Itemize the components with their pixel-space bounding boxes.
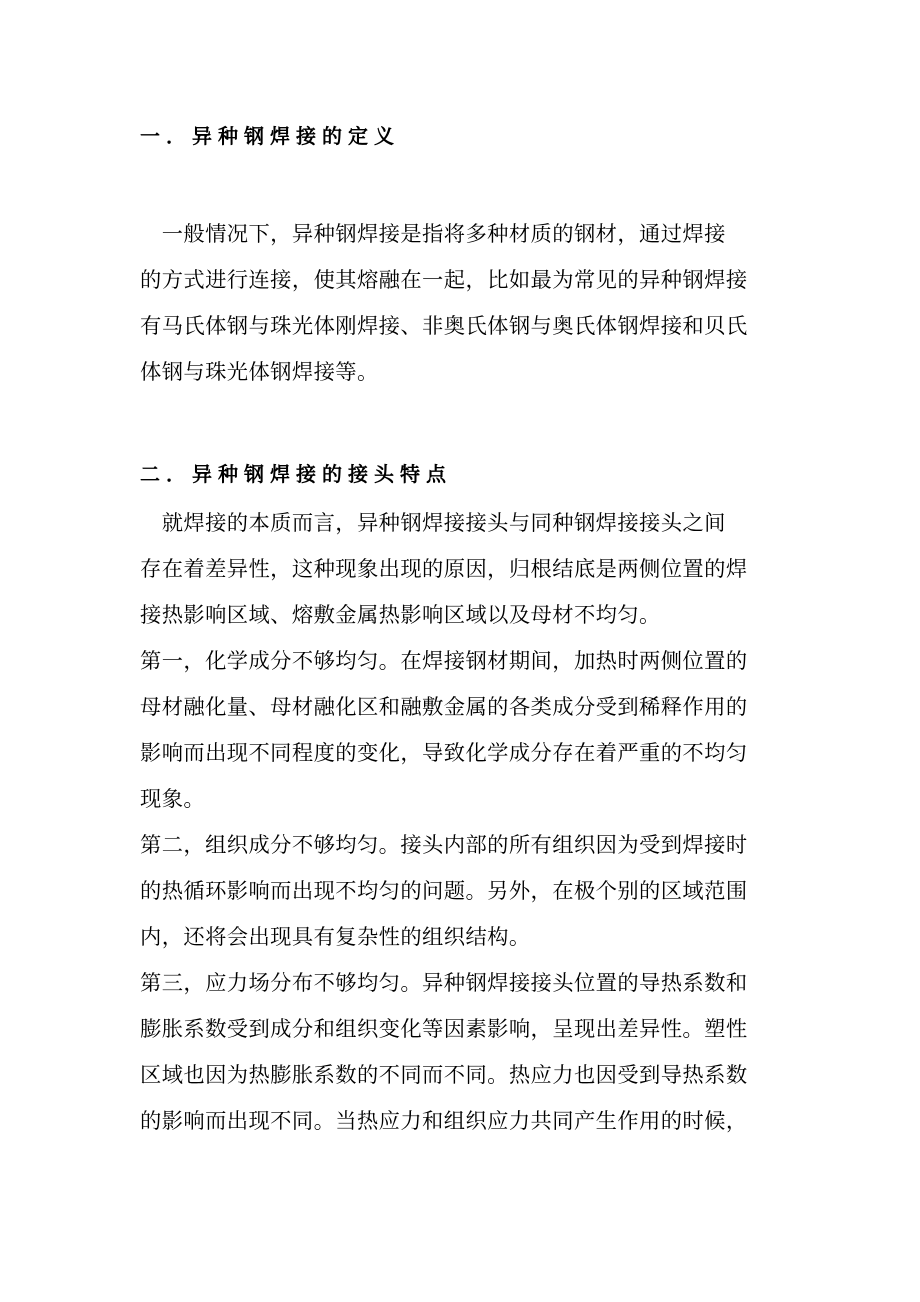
text-line: 的热循环影响而出现不均匀的问题。另外，在极个别的区域范围 xyxy=(140,879,748,904)
text-line: 第一，化学成分不够均匀。在焊接钢材期间，加热时两侧位置的 xyxy=(140,649,748,674)
section-2-intro-paragraph xyxy=(140,501,790,639)
text-line: 存在着差异性，这种现象出现的原因，归根结底是两侧位置的焊 xyxy=(140,557,748,582)
section-2-point-3 xyxy=(140,961,790,1145)
text-line: 母材融化量、母材融化区和融敷金属的各类成分受到稀释作用的 xyxy=(140,695,748,720)
text-line: 接热影响区域、熔敷金属热影响区域以及母材不均匀。 xyxy=(140,603,661,628)
section-2-point-1 xyxy=(140,639,790,823)
text-line: 区域也因为热膨胀系数的不同而不同。热应力也因受到导热系数 xyxy=(140,1063,748,1088)
text-line: 的影响而出现不同。当热应力和组织应力共同产生作用的时候， xyxy=(140,1109,748,1134)
text-line: 就焊接的本质而言，异种钢焊接接头与同种钢焊接接头之间 xyxy=(140,511,726,536)
text-line: 体钢与珠光体钢焊接等。 xyxy=(140,360,379,385)
text-line: 现象。 xyxy=(140,787,206,812)
text-line: 的方式进行连接，使其熔融在一起，比如最为常见的异种钢焊接 xyxy=(140,268,748,293)
text-line: 影响而出现不同程度的变化，导致化学成分存在着严重的不均匀 xyxy=(140,741,748,766)
section-1-heading: 一．异种钢焊接的定义 xyxy=(140,124,400,148)
text-line: 内，还将会出现具有复杂性的组织结构。 xyxy=(140,925,531,950)
section-1-paragraph xyxy=(140,212,790,396)
section-2-heading: 二．异种钢焊接的接头特点 xyxy=(140,462,452,486)
text-line: 膨胀系数受到成分和组织变化等因素影响，呈现出差异性。塑性 xyxy=(140,1017,748,1042)
section-2-point-2 xyxy=(140,823,790,961)
text-line: 一般情况下，异种钢焊接是指将多种材质的钢材，通过焊接 xyxy=(140,222,726,247)
text-line: 有马氏体钢与珠光体刚焊接、非奥氏体钢与奥氏体钢焊接和贝氏 xyxy=(140,314,748,339)
text-line: 第三，应力场分布不够均匀。异种钢焊接接头位置的导热系数和 xyxy=(140,971,748,996)
text-line: 第二，组织成分不够均匀。接头内部的所有组织因为受到焊接时 xyxy=(140,833,748,858)
